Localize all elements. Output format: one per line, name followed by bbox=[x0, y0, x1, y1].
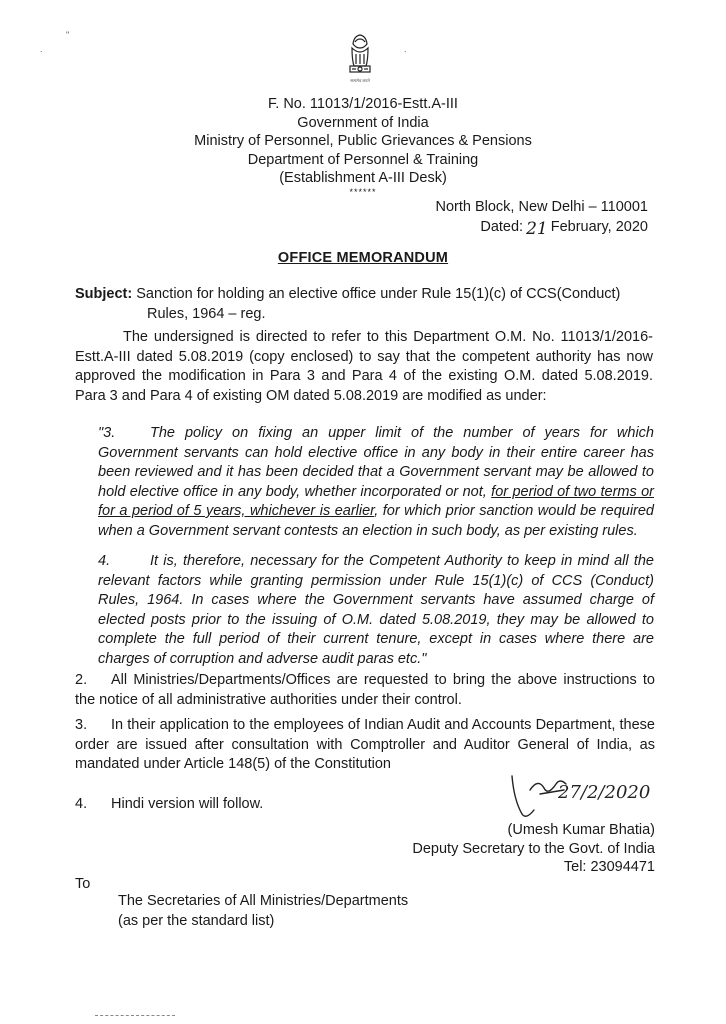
handwritten-day: 21 bbox=[526, 219, 548, 239]
paragraph-2-number: 2. bbox=[75, 672, 88, 688]
desk-line: (Establishment A-III Desk) bbox=[279, 170, 447, 186]
recipients-line-1: The Secretaries of All Ministries/Departments bbox=[118, 893, 409, 909]
place-and-date bbox=[435, 198, 648, 237]
subject-line-2: Rules, 1964 – reg. bbox=[147, 305, 266, 322]
signatory-designation: Deputy Secretary to the Govt. of India bbox=[412, 840, 655, 857]
paragraph-1: The undersigned is directed to refer to this Department O.M. No. 11013/1/2016-Estt.A-III dated 5.08.2019 (copy enclosed) to say that the competent authority has now approved the modification in Para 3 and Para 4 of the existing O.M. dated 5.08.2019. Para 3 and Para 4 of existing OM dated 5.08.2019 are modified as under: bbox=[75, 329, 653, 404]
paragraph-2 bbox=[75, 671, 655, 710]
signatory-block bbox=[412, 821, 655, 877]
paragraph-3-number: 3. bbox=[75, 717, 88, 733]
recipients-block bbox=[118, 891, 408, 931]
paragraph-2-text: All Ministries/Departments/Offices are requested to bring the above instructions to the notice of all administrative authorities under their control. bbox=[75, 672, 655, 708]
memo-title: OFFICE MEMORANDUM bbox=[277, 250, 449, 266]
quoted-para-4-number: 4. bbox=[98, 553, 111, 569]
paragraph-4-number: 4. bbox=[75, 796, 88, 812]
scan-speck: " bbox=[66, 30, 70, 40]
ministry-line: Ministry of Personnel, Public Grievances & Pensions bbox=[194, 133, 532, 149]
address-line: North Block, New Delhi – 110001 bbox=[435, 199, 648, 215]
to-label: To bbox=[75, 876, 91, 892]
government-line: Government of India bbox=[297, 114, 429, 131]
quoted-para-4-text: It is, therefore, necessary for the Competent Authority to keep in mind all the relevant factors while granting permission under Rule 15(1)(c) of CCS (Conduct) Rules, 1964. In cases where the Government servants have assumed charge of elected posts prior to the issuing of O.M. dated 5.08.2019, they may be allowed to complete the full period of their current tenure, except in cases where there are charges of corruption and adverse audit paras etc." bbox=[98, 553, 654, 667]
paragraph-4-text: Hindi version will follow. bbox=[111, 796, 264, 812]
subject-label: Subject bbox=[75, 286, 128, 302]
paragraph-3-text: In their application to the employees of Indian Audit and Accounts Department, these order are issued after consultation with Comptroller and Auditor General of India, as mandated under Article 148(5) of the Constitution bbox=[75, 717, 655, 772]
quoted-para-3 bbox=[98, 424, 654, 541]
quoted-para-3-text-b: , for which prior sanction would be required when a Government servant contests an election in such body, as per existing rules. bbox=[98, 503, 654, 539]
signature-date: 27/2/2020 bbox=[558, 782, 651, 803]
paragraph-3 bbox=[75, 716, 655, 775]
signatory-name: (Umesh Kumar Bhatia) bbox=[507, 822, 655, 838]
separator-stars: ****** bbox=[349, 186, 377, 197]
paragraph-4 bbox=[75, 795, 375, 815]
quoted-para-4 bbox=[98, 552, 654, 669]
recipients-line-2: (as per the standard list) bbox=[118, 913, 275, 929]
subject-line-1: Sanction for holding an elective office under Rule 15(1)(c) of CCS(Conduct) bbox=[136, 286, 621, 302]
quoted-para-3-number: "3. bbox=[98, 425, 116, 441]
department-line: Department of Personnel & Training bbox=[247, 151, 479, 168]
scan-footer-marks bbox=[95, 1015, 175, 1019]
dated-line bbox=[435, 217, 648, 237]
signatory-telephone: Tel: 23094471 bbox=[563, 859, 655, 875]
emblem-motto: सत्यमेव जयते bbox=[350, 78, 370, 83]
scan-speck: . bbox=[40, 44, 43, 54]
dated-month-year: February, 2020 bbox=[550, 219, 648, 235]
scan-speck: . bbox=[404, 44, 407, 54]
quoted-para-3-underlined: for period of two terms or for a period of 5 years, whichever is earlier bbox=[98, 483, 654, 519]
quoted-para-3-text-a: The policy on fixing an upper limit of the number of years for which Government servants can hold elective office in any body in their entire career has been reviewed and it has been decided that a Government servant may be allowed to hold elective office in any body, whether incorporated or not, bbox=[98, 425, 654, 500]
file-number: F. No. 11013/1/2016-Estt.A-III bbox=[268, 96, 458, 112]
subject-block: Subject: Sanction for holding an elective office under Rule 15(1)(c) of CCS(Conduct) Rules, 1964 – reg. bbox=[75, 285, 651, 324]
letterhead bbox=[0, 95, 726, 197]
dated-label: Dated: bbox=[480, 219, 524, 235]
